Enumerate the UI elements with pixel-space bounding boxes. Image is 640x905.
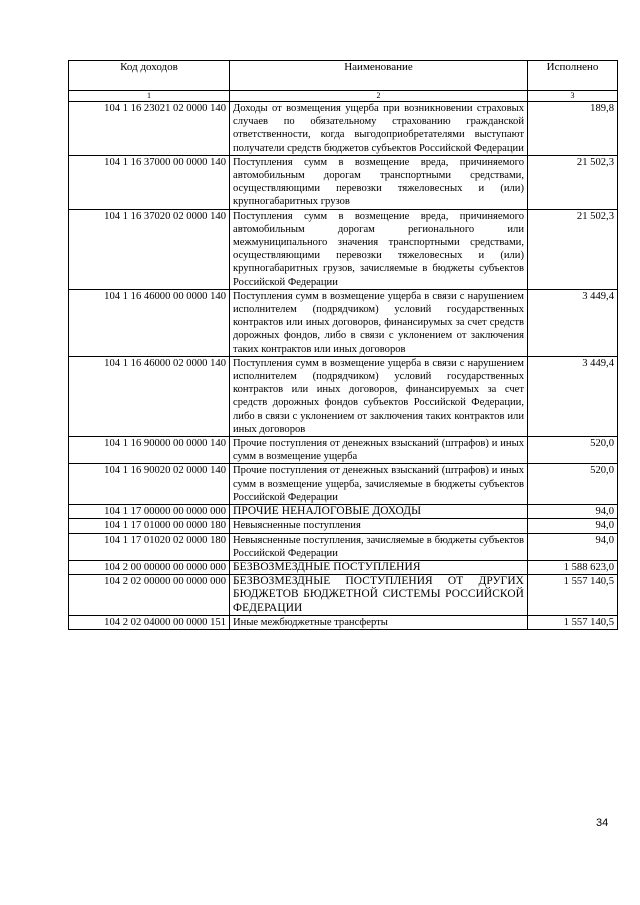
row-code: 104 1 16 46000 02 0000 140 xyxy=(69,356,230,436)
table-row xyxy=(69,575,618,616)
row-amount: 189,8 xyxy=(528,102,618,156)
row-name: Поступления сумм в возмещение ущерба в связи с нарушением исполнителем (подрядчиком) условий государственных контрактов или иных договоров, финансируемых за счет средств дорожных фондов субъектов Российской Федерации, либо в связи с уклонением от заключения таких контрактов или иных договоров xyxy=(230,356,528,436)
table-row xyxy=(69,102,618,156)
row-code: 104 1 17 01000 00 0000 180 xyxy=(69,519,230,533)
header-code: Код доходов xyxy=(69,61,230,91)
row-name: БЕЗВОЗМЕЗДНЫЕ ПОСТУПЛЕНИЯ ОТ ДРУГИХ БЮДЖЕТОВ БЮДЖЕТНОЙ СИСТЕМЫ РОССИЙСКОЙ ФЕДЕРАЦИИ xyxy=(230,575,528,616)
column-number: 3 xyxy=(528,91,618,102)
row-amount: 3 449,4 xyxy=(528,356,618,436)
row-name: Невыясненные поступления xyxy=(230,519,528,533)
row-code: 104 1 16 90020 02 0000 140 xyxy=(69,464,230,505)
table-row xyxy=(69,533,618,560)
row-name: ПРОЧИЕ НЕНАЛОГОВЫЕ ДОХОДЫ xyxy=(230,505,528,519)
row-name: Доходы от возмещения ущерба при возникновении страховых случаев по обязательному страхованию гражданской ответственности, когда выгодоприобретателями выступают получатели средств бюджетов субъектов Российской Федерации xyxy=(230,102,528,156)
header-name: Наименование xyxy=(230,61,528,91)
row-amount: 21 502,3 xyxy=(528,209,618,289)
table-row xyxy=(69,356,618,436)
row-code: 104 1 16 46000 00 0000 140 xyxy=(69,289,230,356)
header-amount: Исполнено xyxy=(528,61,618,91)
income-table xyxy=(68,60,618,630)
row-name: Прочие поступления от денежных взысканий (штрафов) и иных сумм в возмещение ущерба, зачисляемые в бюджеты субъектов Российской Федерации xyxy=(230,464,528,505)
table-row xyxy=(69,615,618,629)
row-code: 104 1 16 90000 00 0000 140 xyxy=(69,437,230,464)
row-code: 104 2 00 00000 00 0000 000 xyxy=(69,560,230,574)
table-row xyxy=(69,519,618,533)
row-code: 104 1 16 37000 00 0000 140 xyxy=(69,155,230,209)
row-amount: 94,0 xyxy=(528,519,618,533)
table-row xyxy=(69,560,618,574)
row-amount: 1 557 140,5 xyxy=(528,575,618,616)
page-number: 34 xyxy=(596,817,609,829)
header-row xyxy=(69,61,618,91)
table-row xyxy=(69,437,618,464)
table-row xyxy=(69,155,618,209)
row-amount: 94,0 xyxy=(528,505,618,519)
row-name: Поступления сумм в возмещение вреда, причиняемого автомобильным дорогам транспортными средствами, осуществляющими перевозки тяжеловесных и (или) крупногабаритных грузов xyxy=(230,155,528,209)
table-row xyxy=(69,464,618,505)
column-number: 1 xyxy=(69,91,230,102)
row-amount: 520,0 xyxy=(528,464,618,505)
row-amount: 1 557 140,5 xyxy=(528,615,618,629)
row-code: 104 1 16 23021 02 0000 140 xyxy=(69,102,230,156)
row-amount: 520,0 xyxy=(528,437,618,464)
row-amount: 3 449,4 xyxy=(528,289,618,356)
table-row xyxy=(69,209,618,289)
row-name: Прочие поступления от денежных взысканий (штрафов) и иных сумм в возмещение ущерба xyxy=(230,437,528,464)
row-name: Поступления сумм в возмещение ущерба в связи с нарушением исполнителем (подрядчиком) условий государственных контрактов или иных договоров, финансирумых за счет средств дорожных фондов, либо в связи с уклонением от заключения таких контрактов или иных договоров xyxy=(230,289,528,356)
row-code: 104 1 16 37020 02 0000 140 xyxy=(69,209,230,289)
row-name: Невыясненные поступления, зачисляемые в бюджеты субъектов Российской Федерации xyxy=(230,533,528,560)
row-name: Поступления сумм в возмещение вреда, причиняемого автомобильным дорогам регионального или межмуниципального значения транспортными средствами, осуществляющими перевозки тяжеловесных и (или) крупногабаритных грузов, зачисляемые в бюджеты субъектов Российской Федерации xyxy=(230,209,528,289)
row-code: 104 1 17 01020 02 0000 180 xyxy=(69,533,230,560)
row-name: БЕЗВОЗМЕЗДНЫЕ ПОСТУПЛЕНИЯ xyxy=(230,560,528,574)
row-amount: 94,0 xyxy=(528,533,618,560)
column-number: 2 xyxy=(230,91,528,102)
column-number-row xyxy=(69,91,618,102)
row-code: 104 2 02 04000 00 0000 151 xyxy=(69,615,230,629)
row-code: 104 1 17 00000 00 0000 000 xyxy=(69,505,230,519)
table-row xyxy=(69,289,618,356)
table-row xyxy=(69,505,618,519)
row-name: Иные межбюджетные трансферты xyxy=(230,615,528,629)
row-amount: 21 502,3 xyxy=(528,155,618,209)
row-code: 104 2 02 00000 00 0000 000 xyxy=(69,575,230,616)
row-amount: 1 588 623,0 xyxy=(528,560,618,574)
